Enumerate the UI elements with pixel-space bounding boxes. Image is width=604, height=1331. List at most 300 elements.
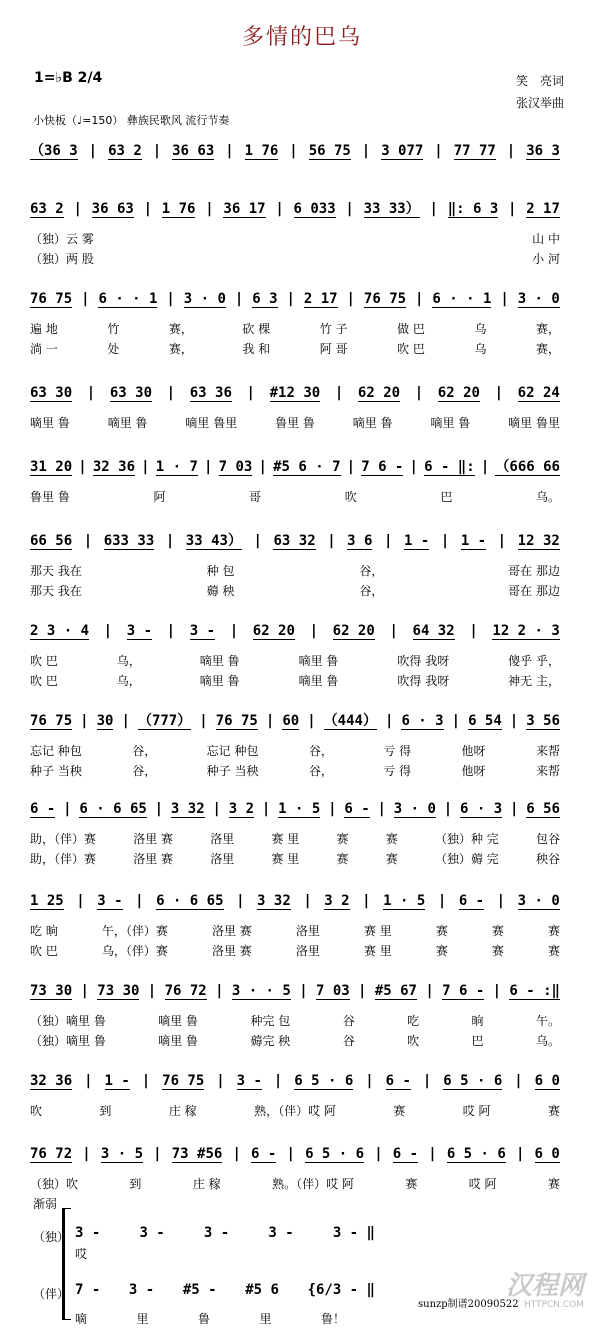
lyric-syllable: 来帮 [535, 764, 560, 778]
lyric-syllable: 吹 [407, 1034, 420, 1048]
notation-row [30, 530, 560, 552]
notation-measure: 73 #56 [171, 1145, 223, 1162]
lyric-syllable: 种子 当秧 [30, 764, 82, 778]
notation-measure: 1 · 5 [383, 892, 426, 909]
barline: | [84, 1073, 93, 1089]
lyric-syllable: 乌 [474, 322, 487, 336]
barline: | [365, 1073, 374, 1089]
barline: | [261, 801, 271, 817]
lyric-syllable: 熟，（伴）哎 阿 [254, 1104, 336, 1118]
barline: | [389, 623, 398, 639]
lyric-syllable: 赛 里 [271, 832, 300, 846]
lyric-syllable: 赛 [405, 1177, 418, 1191]
notation-measure: 12 32 [517, 532, 560, 549]
notation-measure: 1 · 7 [155, 458, 198, 475]
lyric-syllable: 晌 [471, 1014, 484, 1028]
barline: | [480, 459, 490, 475]
lyric-syllable: 吹得 我呀 [397, 654, 450, 668]
barline: | [384, 533, 393, 549]
lyric-syllable: 到 [129, 1177, 142, 1191]
barline: | [307, 713, 316, 729]
notation-row [30, 198, 560, 220]
lyric-syllable: 秧谷 [535, 852, 560, 866]
notation-measure: 31 20 [30, 458, 73, 475]
lyric-syllable: 赛 [385, 852, 398, 866]
barline: | [143, 201, 152, 217]
lyric-syllable: 吹得 我呀 [397, 674, 450, 688]
notation-measure: （777） [137, 712, 192, 729]
lyric-syllable: 嘀里 鲁 [30, 416, 70, 430]
lyric-syllable: 赛 [393, 1104, 406, 1118]
barline: | [303, 893, 312, 909]
ending-accomp-lyrics [75, 1310, 345, 1326]
lyric-syllable: （独）嘀里 鲁 [30, 1034, 106, 1048]
notation-measure: 12 2 · 3 [492, 622, 560, 639]
notation-measure: 6 - [392, 1145, 419, 1162]
lyric-syllable: 洛里 [295, 924, 320, 938]
notation-measure: 2 3 · 4 [30, 622, 90, 639]
notation-measure: 76 75 [30, 290, 73, 307]
barline: | [506, 143, 516, 159]
lyric-syllable: 嘀里 鲁 [199, 674, 240, 688]
notation-measure: 33 43） [185, 532, 242, 549]
lyric-syllable: 洛里 赛 [211, 944, 252, 958]
lyric-line [30, 414, 560, 430]
transcriber-signature: sunzp制谱20090522 [418, 1299, 519, 1310]
lyric-syllable: 乌。 [535, 490, 560, 504]
barline: | [234, 291, 244, 307]
notation-row [30, 1070, 560, 1092]
notation-measure: 6 · · 1 [98, 290, 158, 307]
barline: | [514, 1073, 523, 1089]
notation-measure: 633 33 [103, 532, 155, 549]
lyric-syllable: 赛 里 [271, 852, 300, 866]
lyric-syllable: 谷， [359, 584, 384, 598]
lyric-syllable: 鲁里 鲁 [275, 416, 315, 430]
lyric-syllable: （独）薅 完 [434, 852, 499, 866]
lyric-syllable: 忘记 种包 [30, 744, 82, 758]
notation-measure: 3 - [75, 1225, 101, 1241]
lyric-syllable: 阿 哥 [319, 342, 348, 356]
composer-credit: 张汉举曲 [515, 96, 564, 110]
lyric-syllable: 赛， [535, 342, 560, 356]
barline: | [500, 291, 509, 307]
lyric-syllable: 午，（伴）赛 [101, 924, 168, 938]
barline: | [141, 459, 150, 475]
lyric-syllable: 赛 里 [363, 944, 392, 958]
accomp-part-label: （伴） [33, 1287, 70, 1301]
barline: | [86, 385, 96, 401]
lyric-syllable: 吃 [407, 1014, 420, 1028]
notation-measure: 3 · 0 [517, 290, 560, 307]
barline: | [78, 459, 87, 475]
lyric-syllable: 种 包 [206, 564, 235, 578]
notation-measure: #5 67 [374, 982, 417, 999]
barline: | [299, 983, 308, 999]
notation-measure: 6 - [30, 800, 56, 817]
notation-measure: 6 · 6 65 [156, 892, 224, 909]
notation-measure: 32 36 [30, 1072, 73, 1089]
lyric-line [30, 340, 560, 356]
barline: | [434, 143, 443, 159]
ending-solo-notes [75, 1225, 375, 1241]
barline: | [215, 983, 224, 999]
notation-measure: 3 · 0 [183, 290, 226, 307]
lyric-syllable: 种完 包 [250, 1014, 291, 1028]
notation-measure: 7 6 - [442, 982, 485, 999]
notation-measure: 6 - :‖ [509, 982, 560, 999]
lyric-syllable: 嘀里 鲁里 [508, 416, 560, 430]
lyric-syllable: 嘀里 鲁 [107, 416, 148, 430]
notation-measure: 76 72 [164, 982, 207, 999]
notation-measure: 6 5 · 6 [305, 1145, 365, 1162]
notation-row [30, 710, 560, 732]
notation-measure: ‖: 6 3 [447, 200, 499, 217]
lyric-line [30, 250, 560, 266]
barline: | [515, 1146, 525, 1162]
notation-row [30, 890, 560, 912]
system-bracket [62, 1208, 71, 1320]
lyric-syllable: 洛里 赛 [133, 832, 174, 846]
barline: | [165, 533, 175, 549]
lyric-syllable: 巴 [440, 490, 453, 504]
lyric-syllable: （独）云 雾 [30, 232, 94, 246]
lyric-syllable: （独）两 股 [30, 252, 94, 266]
lyric-syllable: 赛 里 [363, 924, 392, 938]
notation-measure: 62 20 [437, 384, 480, 401]
lyric-syllable: 赛， [535, 322, 560, 336]
notation-measure: 6 5 · 6 [443, 1072, 503, 1089]
lyric-syllable: 亏 得 [383, 764, 412, 778]
barline: | [428, 1146, 437, 1162]
lyric-syllable: 里 [259, 1312, 272, 1326]
lyric-syllable: 吹 巴 [30, 674, 58, 688]
notation-measure: 33 33） [363, 200, 420, 217]
barline: | [334, 385, 344, 401]
lyric-syllable: 嘀里 鲁 [298, 654, 339, 668]
notation-measure: 3 · 0 [393, 800, 436, 817]
lyric-syllable: 乌。 [535, 1034, 560, 1048]
solo-part-label: （独） [33, 1230, 70, 1244]
lyric-syllable: 乌， [116, 674, 141, 688]
barline: | [437, 893, 447, 909]
notation-row [30, 1143, 560, 1165]
barline: | [199, 713, 208, 729]
lyric-syllable: 哥 [249, 490, 262, 504]
notation-row [30, 140, 560, 162]
notation-measure: 63 2 [30, 200, 64, 217]
barline: | [374, 1146, 383, 1162]
notation-measure: 1 76 [244, 142, 279, 159]
notation-measure: 3 - [128, 1282, 155, 1298]
notation-measure: 6 5 · 6 [294, 1072, 354, 1089]
lyric-syllable: 鲁里 鲁 [30, 490, 70, 504]
lyric-syllable: 赛 [435, 924, 448, 938]
notation-measure: 3 - [203, 1225, 230, 1241]
lyric-syllable: 鲁 [197, 1312, 210, 1326]
notation-measure: #5 - [182, 1282, 217, 1298]
lyric-line [30, 1102, 560, 1118]
barline: | [147, 983, 157, 999]
lyric-syllable: 忘记 种包 [206, 744, 259, 758]
notation-measure: 2 17 [303, 290, 338, 307]
barline: | [377, 801, 386, 817]
barline: | [166, 291, 175, 307]
barline: | [429, 201, 438, 217]
barline: | [232, 1146, 241, 1162]
notation-measure: {6/3 - ‖ [307, 1282, 375, 1298]
lyric-syllable: 吃 晌 [30, 924, 58, 938]
barline: | [246, 385, 255, 401]
notation-measure: 36 3 [526, 142, 560, 159]
lyric-syllable: 助，（伴）赛 [30, 852, 97, 866]
barline: | [152, 143, 162, 159]
notation-measure: 64 32 [412, 622, 455, 639]
notation-measure: 3 32 [170, 800, 205, 817]
barline: | [88, 143, 98, 159]
lyric-line [30, 762, 560, 778]
lyric-syllable: 乌 [474, 342, 487, 356]
barline: | [384, 713, 394, 729]
notation-measure: 73 30 [97, 982, 140, 999]
notation-measure: 6 - [458, 892, 485, 909]
notation-measure: 3 · 0 [517, 892, 560, 909]
barline: | [415, 291, 424, 307]
notation-measure: 3 2 [324, 892, 350, 909]
lyric-syllable: 庄 稼 [192, 1177, 221, 1191]
barline: | [103, 623, 113, 639]
barline: | [205, 201, 214, 217]
notation-measure: 3 32 [257, 892, 291, 909]
lyric-syllable: 乌，（伴）赛 [101, 944, 168, 958]
lyric-syllable: 赛 [491, 944, 504, 958]
notation-measure: 62 20 [357, 384, 401, 401]
lyric-line [30, 1012, 560, 1028]
lyric-syllable: 哥在 那边 [508, 564, 560, 578]
lyric-syllable: 遍 地 [30, 322, 58, 336]
notation-row [30, 382, 560, 404]
notation-measure: 7 - [75, 1282, 101, 1298]
barline: | [451, 713, 461, 729]
barline: | [496, 893, 506, 909]
lyric-syllable: 谷 [342, 1014, 355, 1028]
notation-measure: #5 6 [245, 1282, 279, 1298]
lyric-syllable: 赛 [547, 1104, 560, 1118]
barline: | [510, 801, 519, 817]
notation-measure: 62 24 [517, 384, 560, 401]
barline: | [135, 893, 144, 909]
notation-measure: （36 3 [30, 142, 78, 159]
notation-measure: 6 5 · 6 [446, 1145, 506, 1162]
lyric-syllable: 巴 [471, 1034, 484, 1048]
lyric-syllable: 嘀里 鲁 [430, 416, 471, 430]
notation-measure: 6 - [344, 800, 370, 817]
barline: | [273, 1073, 283, 1089]
notation-measure: 3 2 [228, 800, 255, 817]
lyric-syllable: 赛 [336, 852, 349, 866]
lyric-syllable: 嘀里 鲁里 [185, 416, 238, 430]
lyric-line [30, 562, 560, 578]
barline: | [358, 983, 367, 999]
notation-measure: 6 - ‖: [424, 458, 475, 475]
notation-measure: 6 56 [526, 800, 560, 817]
lyric-syllable: 到 [99, 1104, 112, 1118]
barline: | [216, 1073, 225, 1089]
notation-measure: 60 [282, 712, 300, 729]
lyric-syllable: 谷， [308, 764, 333, 778]
notation-measure: 3 - ‖ [332, 1225, 375, 1241]
lyric-line [30, 230, 560, 246]
lyric-line [30, 488, 560, 504]
barline: | [443, 801, 453, 817]
notation-measure: 1 · 5 [278, 800, 321, 817]
lyric-syllable: 洛里 [210, 852, 235, 866]
lyric-syllable: 庄 稼 [168, 1104, 197, 1118]
lyric-syllable: （独）种 完 [434, 832, 499, 846]
lyric-syllable: 嘀里 鲁 [158, 1034, 199, 1048]
lyric-line [30, 672, 560, 688]
lyric-syllable: 赛 [547, 1177, 560, 1191]
lyric-line [30, 1032, 560, 1048]
lyric-syllable: 哎 阿 [462, 1104, 491, 1118]
lyric-syllable: 我 和 [242, 342, 271, 356]
notation-measure: 1 - [460, 532, 487, 549]
song-title: 多情的巴乌 [241, 25, 362, 50]
notation-measure: 2 17 [526, 200, 560, 217]
barline: | [362, 893, 371, 909]
notation-measure: （444） [323, 712, 377, 729]
notation-row [30, 288, 560, 310]
barline: | [469, 623, 478, 639]
notation-measure: #5 6 · 7 [273, 458, 341, 475]
barline: | [286, 1146, 295, 1162]
lyric-syllable: 薅完 秧 [250, 1034, 291, 1048]
barline: | [225, 143, 234, 159]
barline: | [425, 983, 434, 999]
barline: | [141, 1073, 151, 1089]
notation-measure: 3 - [189, 622, 216, 639]
barline: | [286, 291, 295, 307]
notation-measure: 7 03 [218, 458, 253, 475]
lyric-syllable: 赛 [491, 924, 504, 938]
notation-measure: 63 30 [30, 384, 73, 401]
lyric-syllable: 鲁！ [320, 1312, 345, 1326]
notation-measure: #12 30 [269, 384, 321, 401]
notation-measure: 6 0 [534, 1072, 560, 1089]
lyric-line [30, 1175, 560, 1191]
watermark-url: HTTPCN.COM [523, 1300, 584, 1310]
barline: | [121, 713, 130, 729]
lyric-line [30, 942, 560, 958]
barline: | [81, 291, 90, 307]
barline: | [440, 533, 450, 549]
notation-measure: 3 - [236, 1072, 262, 1089]
lyric-syllable: 那天 我在 [30, 584, 82, 598]
barline: | [76, 893, 85, 909]
barline: | [509, 713, 519, 729]
notation-measure: 63 2 [108, 142, 142, 159]
lyric-line [30, 850, 560, 866]
barline: | [328, 801, 337, 817]
lyric-syllable: 神无 主， [508, 674, 560, 688]
notation-measure: 76 75 [363, 290, 407, 307]
barline: | [508, 201, 517, 217]
notation-measure: 63 30 [109, 384, 153, 401]
lyric-syllable: 嘀里 鲁 [352, 416, 393, 430]
lyric-syllable: 哎 阿 [468, 1177, 497, 1191]
barline: | [229, 623, 239, 639]
lyric-syllable: 熟。（伴）哎 阿 [272, 1177, 354, 1191]
lyric-syllable: 傻乎 乎， [508, 654, 560, 668]
lyric-syllable: （独）吹 [30, 1177, 79, 1191]
notation-measure: 3 077 [381, 142, 424, 159]
notation-measure: 63 36 [189, 384, 232, 401]
lyric-syllable: 吹 巴 [30, 944, 58, 958]
lyricist-credit: 笑 亮词 [515, 74, 564, 88]
notation-measure: 36 17 [223, 200, 266, 217]
lyric-syllable: 山 中 [532, 232, 560, 246]
lyric-syllable: 他呀 [461, 764, 486, 778]
barline: | [409, 459, 418, 475]
lyric-line [30, 922, 560, 938]
notation-measure: 1 - [404, 532, 430, 549]
lyric-syllable: 那天 我在 [30, 564, 82, 578]
tempo-marking: 小快板（♩=150） 彝族民歌风 流行节奏 [33, 114, 230, 127]
notation-measure: 76 75 [30, 712, 73, 729]
notation-measure: 6 · 3 [401, 712, 444, 729]
lyric-syllable: 洛里 赛 [211, 924, 252, 938]
notation-measure: 6 · 6 65 [79, 800, 147, 817]
barline: | [153, 1146, 162, 1162]
lyric-line [30, 830, 560, 846]
lyric-syllable: 做 巴 [397, 322, 425, 336]
lyric-syllable: 洛里 [210, 832, 235, 846]
lyric-syllable: 来帮 [535, 744, 560, 758]
notation-measure: 62 20 [332, 622, 375, 639]
lyric-syllable: 助，（伴）赛 [30, 832, 97, 846]
lyric-syllable: 嘀里 鲁 [199, 654, 240, 668]
lyric-syllable: 阿 [153, 490, 166, 504]
notation-measure: 3 56 [526, 712, 560, 729]
notation-row [30, 456, 560, 478]
barline: | [346, 459, 356, 475]
lyric-syllable: 赛， [168, 322, 193, 336]
barline: | [497, 533, 507, 549]
lyric-syllable: 处 [107, 342, 120, 356]
notation-measure: 73 30 [30, 982, 73, 999]
barline: | [265, 713, 275, 729]
lyric-syllable: 乌， [116, 654, 141, 668]
lyric-syllable: 嘀 [75, 1312, 88, 1326]
lyric-syllable: 赛 [435, 944, 448, 958]
ending-accomp-notes [75, 1282, 375, 1298]
barline: | [345, 201, 354, 217]
notation-measure: 3 - [126, 622, 153, 639]
lyric-syllable: 嘀里 鲁 [298, 674, 339, 688]
lyric-syllable: 哎 [75, 1247, 88, 1261]
lyric-line [30, 582, 560, 598]
barline: | [80, 713, 89, 729]
notation-measure: 63 32 [273, 532, 316, 549]
notation-measure: 66 56 [30, 532, 73, 549]
barline: | [63, 801, 72, 817]
barline: | [275, 201, 284, 217]
lyric-syllable: 嘀里 鲁 [158, 1014, 199, 1028]
barline: | [422, 1073, 432, 1089]
lyric-syllable: 赛 [385, 832, 398, 846]
notation-measure: 1 25 [30, 892, 64, 909]
lyric-line [30, 652, 560, 668]
